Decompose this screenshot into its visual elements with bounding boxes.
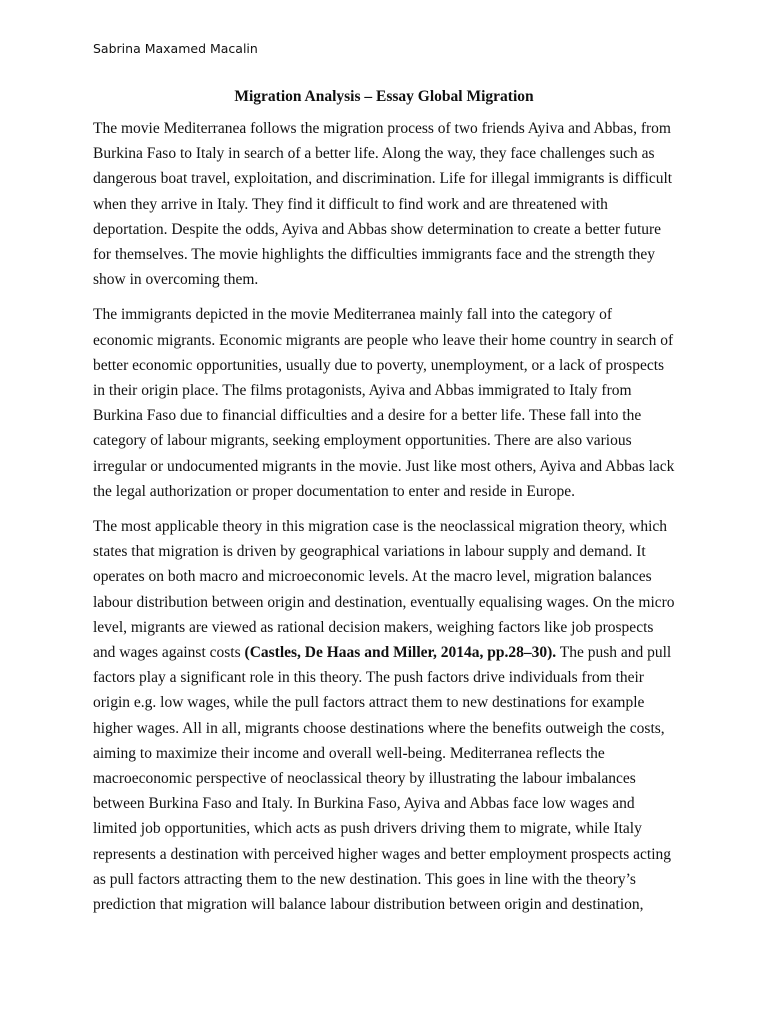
paragraph-3-text-start: The most applicable theory in this migration case is the neoclassical migration theory, which states that migration is driven by geographical variations in labour supply and demand. It operates on both macro and microeconomic levels. At the macro level, migration balances labour distribution between origin and destination, eventually equalising wages. On the micro level, migrants are viewed as rational decision makers, weighing factors like job prospects and wages against costs	[93, 518, 675, 662]
document-body	[93, 86, 675, 927]
paragraph-3-text-end: The push and pull factors play a significant role in this theory. The push factors drive individuals from their origin e.g. low wages, while the pull factors attract them to new destinations for example higher wages. All in all, migrants choose destinations where the benefits outweigh the costs, aiming to maximize their income and overall well-being. Mediterranea reflects the macroeconomic perspective of neoclassical theory by illustrating the labour imbalances between Burkina Faso and Italy. In Burkina Faso, Ayiva and Abbas face low wages and limited job opportunities, which acts as push drivers driving them to migrate, while Italy represents a destination with perceived higher wages and better employment prospects acting as pull factors attracting them to the new destination. This goes in line with the theory’s prediction that migration will balance labour distribution between origin and destination,	[93, 644, 672, 914]
citation: (Castles, De Haas and Miller, 2014a, pp.28–30).	[244, 644, 557, 662]
paragraph-2: The immigrants depicted in the movie Mediterranea mainly fall into the category of economic migrants. Economic migrants are people who leave their home country in search of better economic opportunities, usually due to poverty, unemployment, or a lack of prospects in their origin place. The films protagonists, Ayiva and Abbas immigrated to Italy from Burkina Faso due to financial difficulties and a desire for a better life. These fall into the category of labour migrants, seeking employment opportunities. There are also various irregular or undocumented migrants in the movie. Just like most others, Ayiva and Abbas lack the legal authorization or proper documentation to enter and reside in Europe.	[93, 306, 675, 500]
document-title: Migration Analysis – Essay Global Migration	[234, 88, 534, 105]
paragraph-3	[93, 514, 675, 917]
author-header: Sabrina Maxamed Macalin	[93, 41, 258, 56]
paragraph-1: The movie Mediterranea follows the migration process of two friends Ayiva and Abbas, from Burkina Faso to Italy in search of a better life. Along the way, they face challenges such as dangerous boat travel, exploitation, and discrimination. Life for illegal immigrants is difficult when they arrive in Italy. They find it difficult to find work and are threatened with deportation. Despite the odds, Ayiva and Abbas show determination to create a better future for themselves. The movie highlights the difficulties immigrants face and the strength they show in overcoming them.	[93, 120, 673, 289]
